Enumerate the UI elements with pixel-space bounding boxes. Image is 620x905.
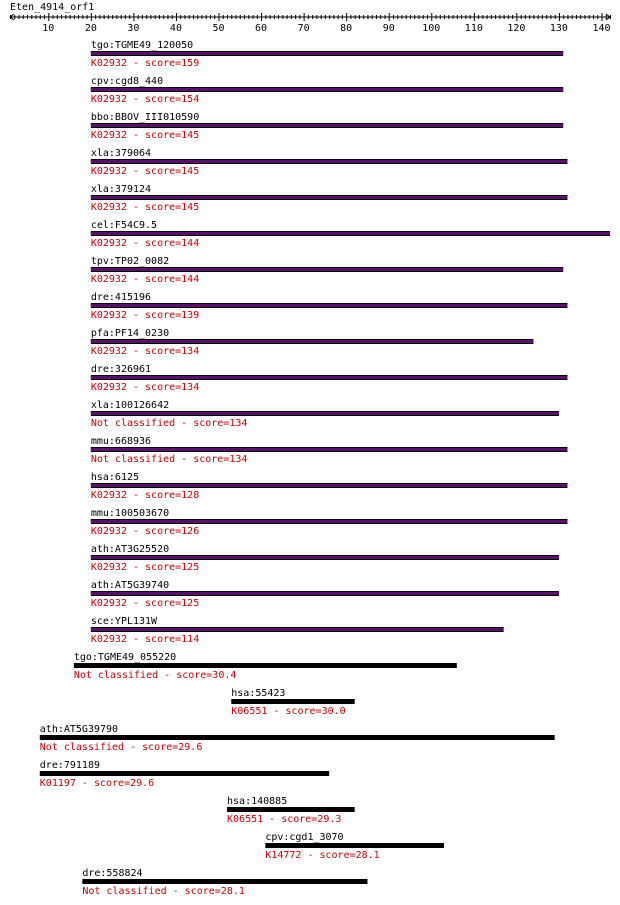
ruler-tick-label: 100	[422, 23, 441, 34]
hit-annotation: K02932 - score=125	[90, 562, 200, 573]
hit-row[interactable]	[91, 148, 568, 177]
hit-name[interactable]: cpv:cgd8_440	[90, 76, 164, 87]
hit-bar-fill	[91, 124, 563, 127]
hit-annotation: K02932 - score=126	[90, 526, 200, 537]
hit-bar-fill	[91, 520, 568, 523]
hit-name[interactable]: sce:YPL131W	[90, 616, 158, 627]
hit-bar-fill	[91, 160, 568, 163]
hit-annotation: K02932 - score=145	[90, 130, 200, 141]
hit-name[interactable]: mmu:668936	[90, 436, 152, 447]
hit-row[interactable]	[91, 184, 568, 213]
hit-row[interactable]	[91, 256, 563, 285]
hit-annotation: Not classified - score=30.4	[73, 670, 237, 681]
hit-name[interactable]: dre:558824	[82, 868, 143, 879]
hit-list	[40, 40, 610, 897]
hit-name[interactable]: xla:100126642	[90, 400, 170, 411]
hit-name[interactable]: ath:AT3G25520	[90, 544, 170, 555]
hit-bar-fill	[91, 196, 568, 199]
hit-annotation: Not classified - score=29.6	[39, 742, 203, 753]
hit-row[interactable]	[91, 292, 568, 321]
hit-name[interactable]: hsa:6125	[90, 472, 140, 483]
hit-bar-fill	[91, 232, 610, 235]
ruler-tick-label: 70	[297, 23, 310, 34]
hit-row[interactable]	[74, 652, 457, 681]
hit-annotation: Not classified - score=28.1	[82, 886, 245, 897]
hit-name[interactable]: ath:AT5G39790	[39, 724, 119, 735]
hit-annotation: Not classified - score=134	[90, 418, 248, 429]
hit-name[interactable]: dre:326961	[90, 364, 152, 375]
hit-row[interactable]	[91, 328, 534, 357]
hit-annotation: K02932 - score=125	[90, 598, 200, 609]
ruler-tick-label: 130	[549, 23, 568, 34]
hit-bar-fill	[91, 592, 559, 595]
hit-row[interactable]	[91, 400, 559, 429]
hit-name[interactable]: mmu:100503670	[90, 508, 170, 519]
hit-bar-fill	[91, 448, 568, 451]
hit-bar-fill	[91, 556, 559, 559]
hit-name[interactable]: cel:F54C9.5	[90, 220, 158, 231]
hit-annotation: K14772 - score=28.1	[265, 850, 380, 861]
hit-name[interactable]: hsa:140885	[227, 796, 288, 807]
hit-annotation: K02932 - score=144	[90, 274, 200, 285]
hit-name[interactable]: dre:415196	[90, 292, 152, 303]
hit-row[interactable]	[40, 724, 555, 753]
hit-annotation: K02932 - score=139	[90, 310, 200, 321]
hit-annotation: K02932 - score=128	[90, 490, 200, 501]
hit-bar[interactable]	[231, 699, 354, 704]
position-ruler	[10, 13, 611, 34]
hit-row[interactable]	[91, 436, 568, 465]
ruler-tick-label: 120	[507, 23, 526, 34]
ruler-tick-label: 60	[255, 23, 268, 34]
hit-annotation: K02932 - score=134	[90, 382, 200, 393]
hit-name[interactable]: hsa:55423	[231, 688, 286, 699]
hit-row[interactable]	[91, 616, 504, 645]
hit-row[interactable]	[91, 472, 568, 501]
hit-row[interactable]	[91, 112, 563, 141]
hit-bar[interactable]	[40, 735, 555, 740]
hit-annotation: Not classified - score=134	[90, 454, 248, 465]
hit-name[interactable]: tgo:TGME49_120050	[90, 40, 194, 51]
hit-bar[interactable]	[40, 771, 329, 776]
hit-name[interactable]: cpv:cgd1_3070	[265, 832, 344, 843]
ruler-tick-label: 110	[464, 23, 483, 34]
ruler-tick-label: 80	[340, 23, 353, 34]
hit-name[interactable]: tgo:TGME49_055220	[73, 652, 177, 663]
hit-row[interactable]	[40, 760, 329, 789]
hit-row[interactable]	[265, 832, 444, 861]
hit-row[interactable]	[91, 580, 559, 609]
hit-name[interactable]: pfa:PF14_0230	[90, 328, 170, 339]
hit-bar-fill	[91, 412, 559, 415]
hit-annotation: K02932 - score=145	[90, 166, 200, 177]
ruler-tick-label: 30	[127, 23, 140, 34]
hit-row[interactable]	[91, 544, 559, 573]
hit-row[interactable]	[91, 220, 610, 249]
query-title: Eten_4914_orf1	[10, 2, 95, 13]
ruler-tick-label: 20	[84, 23, 97, 34]
hit-bar-fill	[91, 52, 563, 55]
ruler-tick-label: 140	[592, 23, 611, 34]
hit-row[interactable]	[231, 688, 354, 717]
hit-bar-fill	[91, 376, 568, 379]
hit-name[interactable]: dre:791189	[39, 760, 101, 771]
hit-annotation: K01197 - score=29.6	[39, 778, 155, 789]
hit-bar-fill	[91, 268, 563, 271]
hit-bar-fill	[91, 88, 563, 91]
hit-annotation: K02932 - score=145	[90, 202, 200, 213]
hit-annotation: K06551 - score=29.3	[227, 814, 342, 825]
hit-annotation: K02932 - score=159	[90, 58, 200, 69]
hit-name[interactable]: tpv:TP02_0082	[90, 256, 170, 267]
hit-row[interactable]	[91, 508, 568, 537]
hit-annotation: K02932 - score=154	[90, 94, 200, 105]
ruler-tick-label: 50	[212, 23, 225, 34]
ruler-tick-label: 10	[42, 23, 55, 34]
hit-name[interactable]: ath:AT5G39740	[90, 580, 170, 591]
hit-row[interactable]	[227, 796, 355, 825]
ruler-tick-label: 40	[169, 23, 182, 34]
hit-row[interactable]	[91, 40, 563, 69]
hit-bar-fill	[91, 304, 568, 307]
hit-bar[interactable]	[227, 807, 355, 812]
hit-bar-fill	[91, 628, 504, 631]
hit-bar[interactable]	[74, 663, 457, 668]
hit-bar[interactable]	[82, 879, 367, 884]
hit-name[interactable]: bbo:BBOV_III010590	[90, 112, 200, 123]
hit-name[interactable]: xla:379124	[90, 184, 152, 195]
hit-row[interactable]	[91, 364, 568, 393]
hit-row[interactable]	[91, 76, 563, 105]
hit-bar[interactable]	[265, 843, 444, 848]
hit-name[interactable]: xla:379064	[90, 148, 152, 159]
hit-bar-fill	[91, 340, 534, 343]
hit-annotation: K02932 - score=114	[90, 634, 200, 645]
hit-bar-fill	[91, 484, 568, 487]
hit-annotation: K02932 - score=134	[90, 346, 200, 357]
ruler-tick-label: 90	[382, 23, 395, 34]
hit-row[interactable]	[82, 868, 367, 897]
hit-annotation: K06551 - score=30.0	[231, 706, 346, 717]
hit-annotation: K02932 - score=144	[90, 238, 200, 249]
